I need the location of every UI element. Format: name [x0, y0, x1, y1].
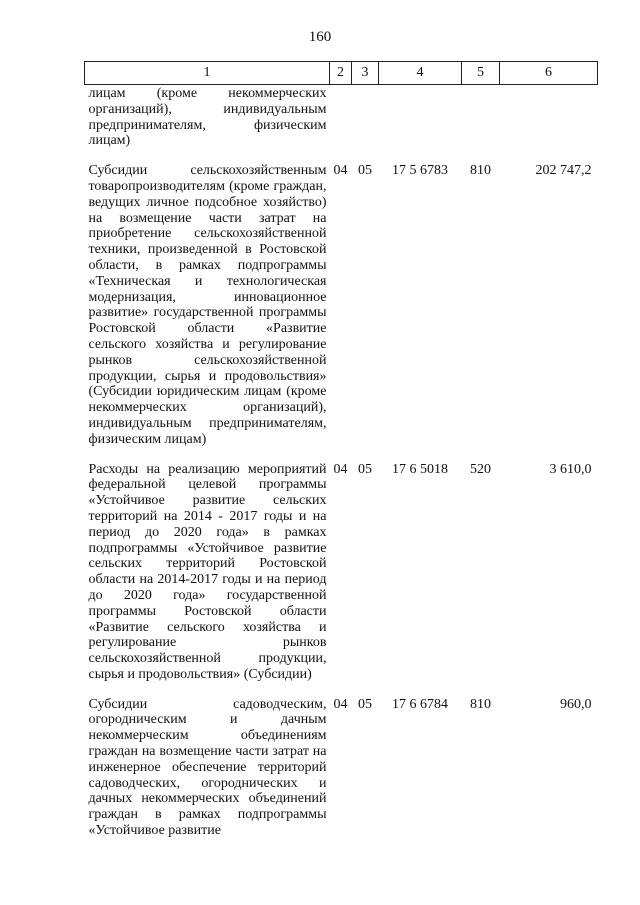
header-col-4: 4 [379, 62, 462, 85]
row-amount: 960,0 [560, 696, 592, 712]
row-amount: 3 610,0 [549, 461, 592, 477]
row-description: лицам (кроме некоммерческих организаций), индивидуальным предпринимателям, физическим лицам) [88, 86, 327, 149]
row-subsection-code [352, 85, 379, 164]
budget-table [84, 61, 598, 839]
header-col-1: 1 [85, 62, 330, 85]
row-description: Расходы на реализацию мероприятий федеральной целевой программы «Устойчивое развитие сельских территорий на 2014 - 2017 годы и на период до 2020 года» в рамках подпрограммы «Устойчивое развитие сельских территорий Ростовской области на 2014-2017 годы и на период до 2020 года» государственной программы Ростовской области «Развитие сельского хозяйства и регулирование рынков сельскохозяйственной продукции, сырья и продовольствия» (Субсидии) [88, 461, 327, 682]
row-expense-type: 810 [470, 163, 491, 179]
row-target-code: 17 6 5018 [392, 461, 448, 477]
table-row [85, 163, 598, 461]
row-subsection-code: 05 [358, 461, 372, 477]
row-description: Субсидии садоводческим, огородническим и дачным некоммерческим объединениям граждан на возмещение части затрат на инженерное обеспечение территорий садоводческих, огороднических и дачных некоммерческих объединений граждан в рамках подпрограммы «Устойчивое развитие [88, 696, 327, 839]
page-number: 160 [308, 29, 332, 45]
header-col-3: 3 [352, 62, 379, 85]
row-target-code: 17 5 6783 [392, 163, 448, 179]
table-row [85, 697, 598, 839]
table-body [85, 85, 598, 839]
header-col-6: 6 [500, 62, 598, 85]
table-row [85, 462, 598, 697]
row-section-code: 04 [333, 461, 348, 477]
header-row [85, 62, 598, 85]
row-section-code [330, 85, 352, 164]
header-col-5: 5 [462, 62, 500, 85]
row-section-code: 04 [333, 163, 348, 179]
row-expense-type: 810 [470, 696, 491, 712]
row-expense-type: 520 [470, 461, 491, 477]
row-section-code: 04 [333, 696, 348, 712]
row-subsection-code: 05 [358, 163, 372, 179]
table-header [85, 62, 598, 85]
row-subsection-code: 05 [358, 696, 372, 712]
row-amount: 202 747,2 [535, 163, 592, 179]
row-description: Субсидии сельскохозяйственным товаропроизводителям (кроме граждан, ведущих личное подсобное хозяйство) на возмещение части затрат на приобретение сельскохозяйственной техники, произведенной в Ростовской области, в рамках подпрограммы «Техническая и технологическая модернизация, инновационное развитие» государственной программы Ростовской области «Развитие сельского хозяйства и регулирование рынков сельскохозяйственной продукции, сырья и продовольствия» (Субсидии юридическим лицам (кроме некоммерческих организаций), индивидуальным предпринимателям, физическим лицам) [88, 163, 327, 447]
row-amount [500, 85, 598, 164]
table-row [85, 85, 598, 164]
row-target-code: 17 6 6784 [392, 696, 448, 712]
row-expense-type [462, 85, 500, 164]
row-target-code [379, 85, 462, 164]
header-col-2: 2 [330, 62, 352, 85]
